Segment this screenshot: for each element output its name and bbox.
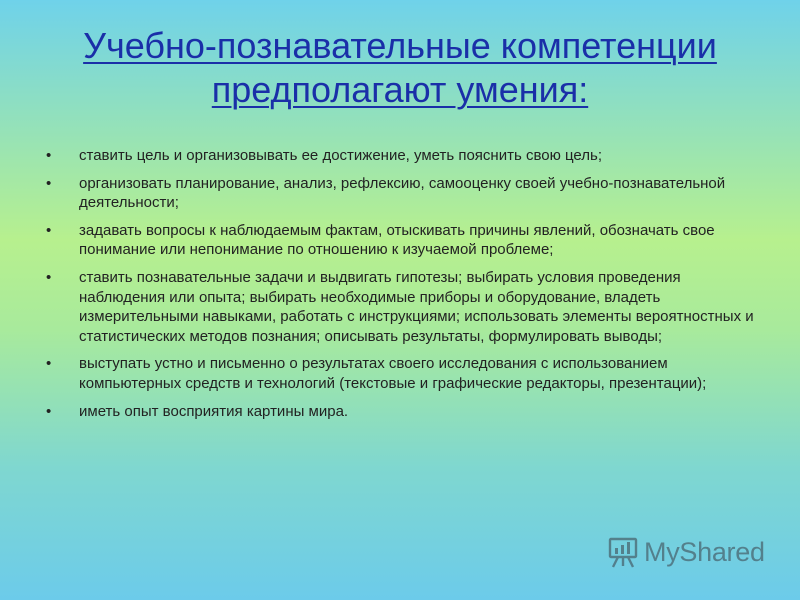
presentation-board-icon [608, 536, 638, 568]
bullet-marker: • [46, 355, 52, 373]
slide-title-line-2: предполагают умения: [211, 69, 589, 110]
slide-title-line-1: Учебно-познавательные компетенции [83, 25, 717, 66]
bullet-text: ставить цель и организовывать ее достижение, уметь пояснить свою цель; [79, 147, 603, 164]
bullet-text: организовать планирование, анализ, рефлексию, самооценку своей учебно-познавательной деятельности; [79, 174, 726, 212]
bullet-item [46, 221, 758, 260]
watermark-logo [608, 536, 765, 568]
bullet-item [46, 402, 758, 422]
bullet-text: выступать устно и письменно о результатах своего исследования с использованием компьютерных средств и технологий (текстовые и графические редакторы, презентации); [79, 355, 707, 392]
bullet-text: иметь опыт восприятия картины мира. [79, 402, 349, 420]
bullet-text: задавать вопросы к наблюдаемым фактам, отыскивать причины явлений, обозначать свое понимание или непонимание по отношению к изучаемой проблеме; [79, 221, 715, 259]
bullet-marker: • [46, 402, 52, 420]
bullet-marker: • [46, 147, 52, 164]
bullet-marker: • [46, 268, 52, 286]
bullet-marker: • [46, 221, 52, 239]
watermark-text: MyShared [644, 536, 765, 567]
bullet-text: ставить познавательные задачи и выдвигать гипотезы; выбирать условия проведения наблюдения или опыта; выбирать необходимые приборы и оборудование, владеть измерительными навыками, работать с инструкциями; использовать элементы вероятностных и статистических методов познания; описывать результаты, формулировать выводы; [79, 268, 754, 345]
bullet-marker: • [46, 174, 52, 192]
bullet-list [46, 146, 758, 429]
bullet-item [46, 354, 758, 393]
slide-title [40, 24, 760, 112]
bullet-item [46, 146, 758, 166]
bullet-item [46, 174, 758, 213]
bullet-item [46, 268, 758, 346]
